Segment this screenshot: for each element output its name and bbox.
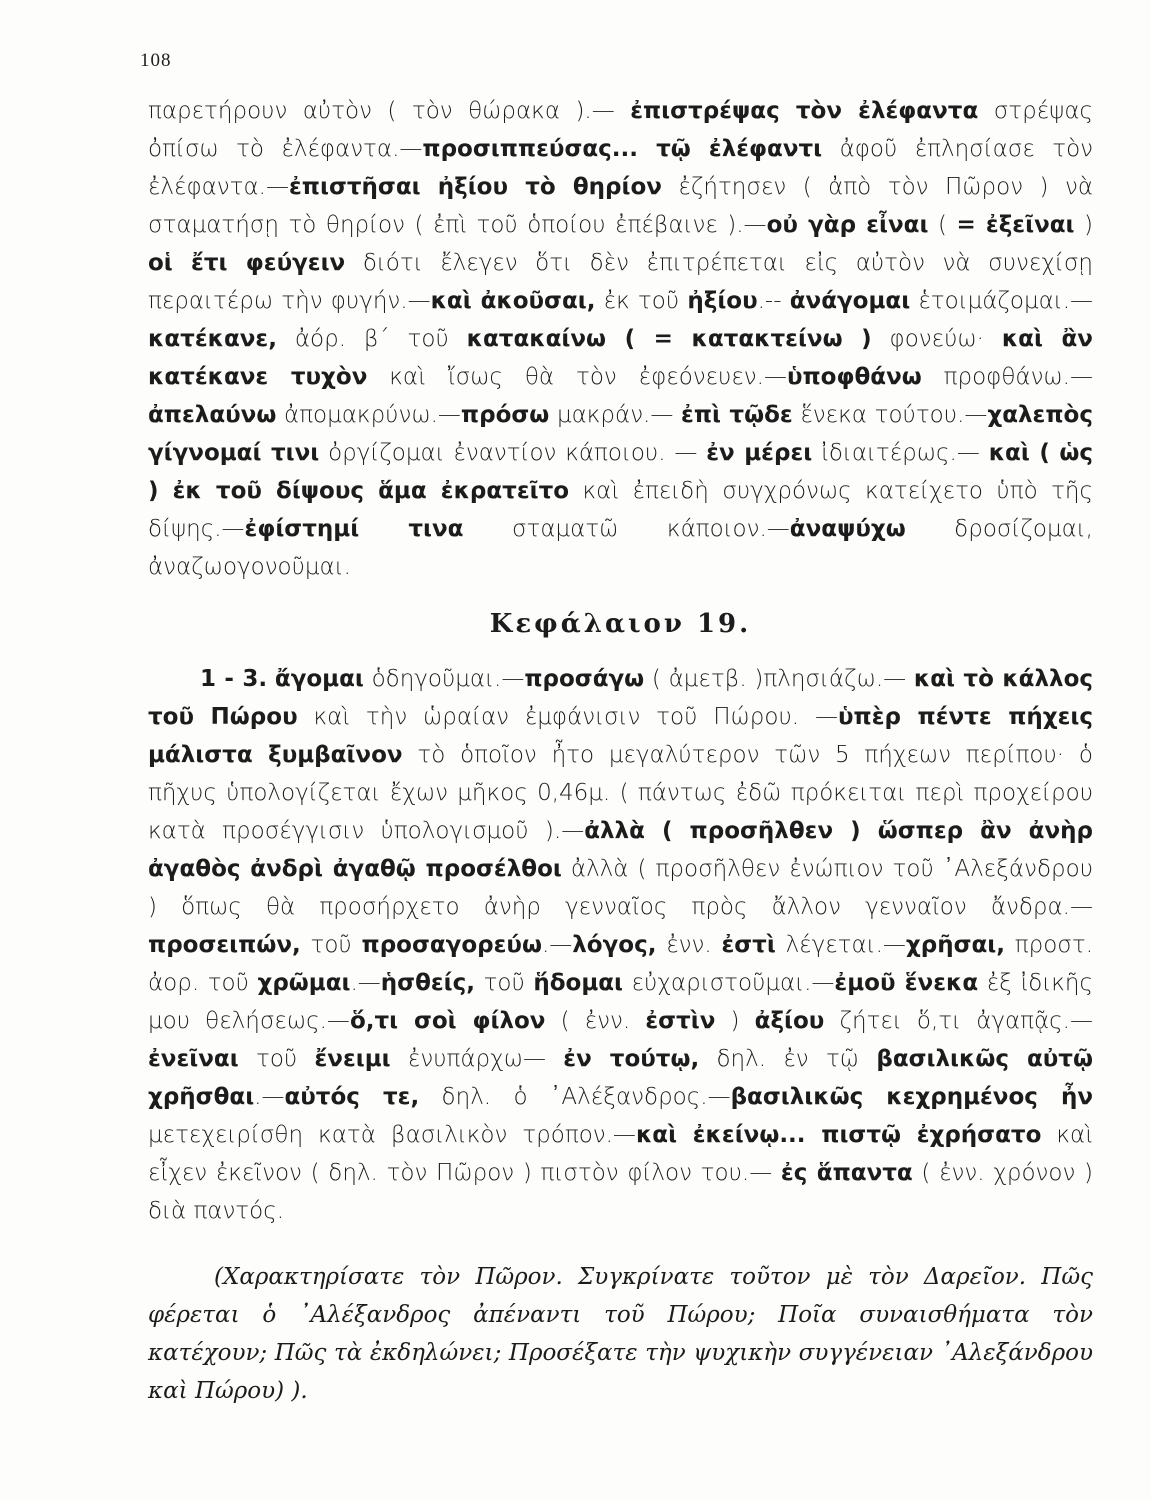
bold-term: ἐστὶ bbox=[721, 932, 776, 958]
study-questions-note: (Χαρακτηρίσατε τὸν Πῶρον. Συγκρίνατε τοῦτον μὲ τὸν Δαρεῖον. Πῶς φέρεται ὁ ᾿Αλέξανδρος ἀπέναντι τοῦ Πώρου; Ποῖα συναισθήματα τὸν κατέχουν; Πῶς τὰ ἐκδηλώνει; Προσέξατε τὴν ψυχικὴν συγγένειαν ᾿Αλεξάνδρου καὶ Πώρου) ). bbox=[148, 1264, 1093, 1404]
vocabulary-paragraph-continued bbox=[148, 92, 1093, 586]
gloss-text: ἀπομακρύνω.— bbox=[276, 402, 461, 428]
gloss-text: προστ. ἀορ. τοῦ bbox=[148, 932, 1094, 996]
gloss-text: ( ἐνν. χρόνον ) διὰ παντός. bbox=[148, 1160, 1094, 1224]
gloss-text: ἐξ ἰδικῆς μου θελήσεως.— bbox=[148, 970, 1094, 1034]
bold-term: προσαγορεύω bbox=[361, 932, 542, 958]
bold-term: κατέκανε, bbox=[148, 326, 277, 352]
gloss-text: .— bbox=[350, 970, 381, 996]
gloss-text: ζήτει ὅ,τι ἀγαπᾷς.— bbox=[824, 1008, 1093, 1034]
gloss-text: ἑτοιμάζομαι.— bbox=[910, 288, 1094, 314]
gloss-text: φονεύω· bbox=[871, 326, 1002, 352]
gloss-text: καὶ εἶχεν ἐκεῖνον ( δηλ. τὸν Πῶρον ) πιστὸν φίλον του.— bbox=[148, 1122, 1093, 1186]
bold-term: λόγος, bbox=[572, 932, 657, 958]
gloss-text: ἰδιαιτέρως.— bbox=[812, 440, 989, 466]
bold-term: καὶ ( ὡς ) ἐκ τοῦ δίψους ἅμα ἐκρατεῖτο bbox=[148, 440, 1094, 504]
bold-term: καὶ ἂν κατέκανε τυχὸν bbox=[148, 326, 1093, 390]
bold-term: ἐπὶ τῷδε bbox=[681, 402, 793, 428]
text-body bbox=[148, 92, 1093, 1433]
bold-term: ἥδομαι bbox=[533, 970, 624, 996]
gloss-text: ἐζήτησεν ( ἀπὸ τὸν Πῶρον ) νὰ σταματήσῃ τὸ θηρίον ( ἐπὶ τοῦ ὁποίου ἐπέβαινε ).— bbox=[148, 174, 1093, 238]
bold-term: προσάγω bbox=[524, 666, 645, 692]
bold-term: ὑπὲρ πέντε πήχεις μάλιστα ξυμβαῖνον bbox=[148, 704, 1094, 768]
gloss-text: μετεχειρίσθη κατὰ βασιλικὸν τρόπον.— bbox=[148, 1122, 636, 1148]
gloss-text: δροσίζομαι, ἀναζωογονοῦμαι. bbox=[148, 516, 1093, 580]
bold-term: ἔνειμι bbox=[314, 1046, 391, 1072]
bold-term: ἐπιστρέψας τὸν ἐλέφαντα bbox=[630, 98, 979, 124]
gloss-text: ἐκ τοῦ bbox=[595, 288, 688, 314]
gloss-text: ὀργίζομαι ἐναντίον κάποιου. — bbox=[319, 440, 707, 466]
gloss-text: στρέψας ὀπίσω τὸ ἐλέφαντα.— bbox=[148, 98, 1093, 162]
gloss-text: καὶ ἴσως θὰ τὸν ἐφεόνευεν.— bbox=[367, 364, 787, 390]
gloss-text: καὶ ἐπειδὴ συγχρόνως κατείχετο ὑπὸ τῆς δίψης.— bbox=[148, 478, 1093, 542]
bold-term: καὶ τὸ κάλλος τοῦ Πώρου bbox=[148, 666, 1093, 730]
gloss-text: .— bbox=[254, 1084, 285, 1110]
gloss-text: τὸ ὁποῖον ἦτο μεγαλύτερον τῶν 5 πήχεων περίπου· ὁ πῆχυς ὑπολογίζεται ἔχων μῆκος 0,46μ. ( πάντως ἐδῶ πρόκειται περὶ προχείρου κατὰ προσέγγισιν ὑπολογισμοῦ ).— bbox=[148, 742, 1093, 844]
bold-term: βασιλικῶς αὐτῷ χρῆσθαι bbox=[148, 1046, 1093, 1110]
gloss-text: εὐχαριστοῦμαι.— bbox=[623, 970, 835, 996]
gloss-text: ) bbox=[715, 1008, 755, 1034]
gloss-text: τοῦ bbox=[238, 1046, 315, 1072]
gloss-text: ἐνν. bbox=[656, 932, 722, 958]
bold-term: χρῆσαι, bbox=[905, 932, 1005, 958]
bold-term: καὶ ἐκείνῳ... πιστῷ ἐχρήσατο bbox=[635, 1122, 1042, 1148]
gloss-text: δηλ. ἐν τῷ bbox=[699, 1046, 877, 1072]
gloss-text: .-- bbox=[757, 288, 790, 314]
bold-term: ἄγομαι bbox=[274, 666, 364, 692]
bold-term: χρῶμαι bbox=[257, 970, 351, 996]
bold-term: ἡσθείς, bbox=[380, 970, 476, 996]
gloss-text: ὁδηγοῦμαι.— bbox=[363, 666, 525, 692]
bold-term: ὑποφθάνω bbox=[786, 364, 922, 390]
bold-term: ἐστὶν bbox=[645, 1008, 716, 1034]
bold-term: οὐ γὰρ εἶναι bbox=[766, 212, 929, 238]
bold-term: χαλεπὸς γίγνομαί τινι bbox=[148, 402, 1093, 466]
bold-term: πρόσω bbox=[460, 402, 550, 428]
bold-term: κατακαίνω ( = κατακτείνω ) bbox=[466, 326, 872, 352]
bold-term: ἐν μέρει bbox=[706, 440, 813, 466]
gloss-text: τοῦ bbox=[475, 970, 534, 996]
gloss-text: τοῦ bbox=[300, 932, 362, 958]
bold-term: ἐφίστημί τινα bbox=[244, 516, 464, 542]
gloss-text: μακράν.— bbox=[549, 402, 682, 428]
bold-term: βασιλικῶς κεχρημένος ἦν bbox=[730, 1084, 1093, 1110]
bold-term: καὶ ἀκοῦσαι, bbox=[430, 288, 596, 314]
bold-term: 1 - 3. bbox=[200, 666, 268, 692]
page-number: 108 bbox=[140, 50, 172, 71]
gloss-text: δηλ. ὁ ᾿Αλέξανδρος.— bbox=[419, 1084, 731, 1110]
chapter-heading: Κεφάλαιον 19. bbox=[489, 609, 752, 639]
gloss-text: ἐνυπάρχω— bbox=[390, 1046, 564, 1072]
bold-term: ἐμοῦ ἕνεκα bbox=[834, 970, 979, 996]
gloss-text: ( bbox=[928, 212, 957, 238]
gloss-text: ἕνεκα τούτου.— bbox=[792, 402, 988, 428]
gloss-text bbox=[267, 666, 275, 692]
vocabulary-paragraph-sections-1-3 bbox=[148, 660, 1093, 1230]
gloss-text: καὶ τὴν ὡραίαν ἐμφάνισιν τοῦ Πώρου. — bbox=[297, 704, 838, 730]
bold-term: ἐνεῖναι bbox=[148, 1046, 239, 1072]
bold-term: ἀλλὰ ( προσῆλθεν ) ὥσπερ ἂν ἀνὴρ ἀγαθὸς ἀνδρὶ ἀγαθῷ προσέλθοι bbox=[148, 818, 1093, 882]
bold-term: ἀναψύχω bbox=[789, 516, 906, 542]
bold-term: ὅ,τι σοὶ φίλον bbox=[349, 1008, 546, 1034]
gloss-text: ἀφοῦ ἐπλησίασε τὸν ἐλέφαντα.— bbox=[148, 136, 1093, 200]
bold-term: ἀξίου bbox=[754, 1008, 825, 1034]
bold-term: ἀνάγομαι bbox=[789, 288, 911, 314]
bold-term: οἱ ἔτι φεύγειν bbox=[148, 250, 346, 276]
gloss-text: ( ἐνν. bbox=[545, 1008, 646, 1034]
gloss-text: λέγεται.— bbox=[775, 932, 906, 958]
bold-term: ἀπελαύνω bbox=[148, 402, 277, 428]
gloss-text: .— bbox=[541, 932, 573, 958]
gloss-text: προφθάνω.— bbox=[921, 364, 1093, 390]
bold-term: αὐτός τε, bbox=[284, 1084, 420, 1110]
gloss-text: ἀόρ. β΄ τοῦ bbox=[276, 326, 467, 352]
bold-term: = ἐξεῖναι bbox=[956, 212, 1075, 238]
gloss-text: ἀλλὰ ( προσῆλθεν ἐνώπιον τοῦ ᾿Αλεξάνδρου ) ὅπως θὰ προσήρχετο ἀνὴρ γενναῖος πρὸς ἄλλον γενναῖον ἄνδρα.— bbox=[148, 856, 1093, 920]
bold-term: ἐν τούτῳ, bbox=[563, 1046, 700, 1072]
gloss-text: σταματῶ κάποιον.— bbox=[463, 516, 790, 542]
gloss-text: παρετήρουν αὐτὸν ( τὸν θώρακα ).— bbox=[148, 98, 631, 124]
gloss-text: ( ἀμετβ. )πλησιάζω.— bbox=[644, 666, 914, 692]
gloss-text: διότι ἔλεγεν ὅτι δὲν ἐπιτρέπεται εἰς αὐτὸν νὰ συνεχίσῃ περαιτέρω τὴν φυγήν.— bbox=[148, 250, 1093, 314]
gloss-text: ) bbox=[1074, 212, 1093, 238]
bold-term: προσιππεύσας... τῷ ἐλέφαντι bbox=[422, 136, 823, 162]
bold-term: ἠξίου bbox=[687, 288, 758, 314]
bold-term: ἐς ἅπαντα bbox=[780, 1160, 913, 1186]
bold-term: προσειπών, bbox=[148, 932, 301, 958]
bold-term: ἐπιστῆσαι ἠξίου τὸ θηρίον bbox=[288, 174, 662, 200]
